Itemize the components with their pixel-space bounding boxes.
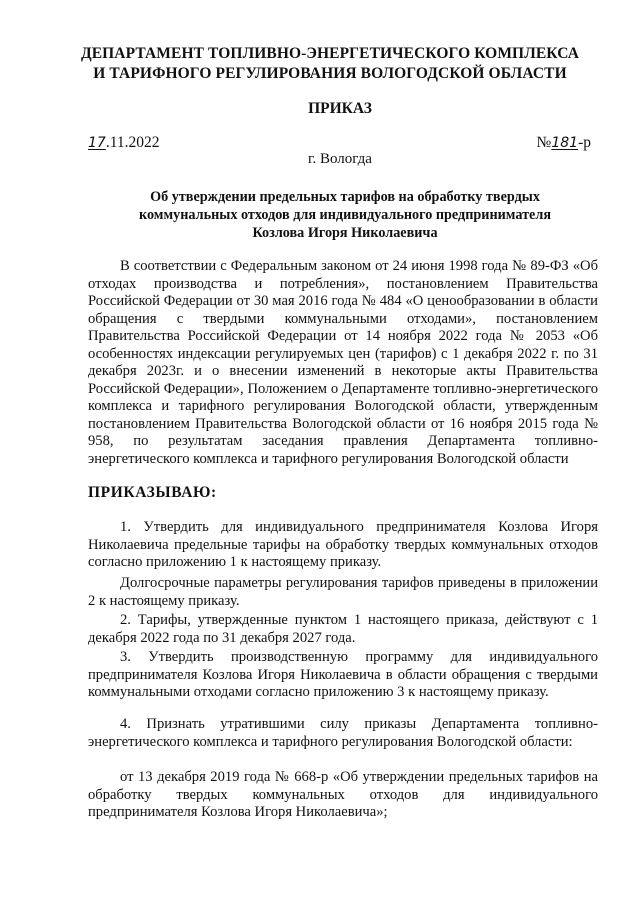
order-number-suffix: -р xyxy=(578,134,591,151)
order-number-prefix: № xyxy=(536,134,552,151)
item-paragraph-1-params: Долгосрочные параметры регулирования тарифов приведены в приложении 2 к настоящему приказу. xyxy=(88,575,598,609)
order-number-value: 181 xyxy=(551,135,579,151)
order-date-day: 17 xyxy=(88,135,106,151)
order-subject-line-1: Об утверждении предельных тарифов на обработку твердых xyxy=(150,189,540,205)
order-date xyxy=(88,134,160,152)
order-city: г. Вологда xyxy=(308,151,372,167)
order-number xyxy=(537,134,591,152)
item-paragraph-1: 1. Утвердить для индивидуального предпринимателя Козлова Игоря Николаевича предельные тарифы на обработку твердых коммунальных отходов согласно приложению 1 к настоящему приказу. xyxy=(88,519,598,570)
item-paragraph-2: 2. Тарифы, утвержденные пунктом 1 настоящего приказа, действуют с 1 декабря 2022 года по 31 декабря 2027 года. xyxy=(88,612,598,646)
order-title: ПРИКАЗ xyxy=(308,100,372,117)
department-header-line-1: ДЕПАРТАМЕНТ ТОПЛИВНО-ЭНЕРГЕТИЧЕСКОГО КОМПЛЕКСА xyxy=(80,45,580,62)
preamble-paragraph: В соответствии с Федеральным законом от 24 июня 1998 года № 89-ФЗ «Об отходах производства и потребления», постановлением Правительства Российской Федерации от 30 мая 2016 года № 484 «О ценообразовании в области обращения с твердыми коммунальными отходами», постановлением Правительства Российской Федерации от 14 ноября 2022 года № 2053 «Об особенностях индексации регулируемых цен (тарифов) с 1 декабря 2022 г. по 31 декабря 2023г. и о внесении изменений в некоторые акты Правительства Российской Федерации», Положением о Департаменте топливно-энергетического комплекса и тарифного регулирования Вологодской области, утвержденным постановлением Правительства Вологодской области от 16 ноября 2015 года № 958, по результатам заседания правления Департамента топливно-энергетического комплекса и тарифного регулирования Вологодской области xyxy=(88,258,598,467)
order-subject-line-3: Козлова Игоря Николаевича xyxy=(252,225,438,241)
department-header xyxy=(60,44,600,84)
department-header-line-2: И ТАРИФНОГО РЕГУЛИРОВАНИЯ ВОЛОГОДСКОЙ ОБЛАСТИ xyxy=(93,65,567,82)
decree-word: ПРИКАЗЫВАЮ: xyxy=(88,484,217,501)
item-paragraph-3: 3. Утвердить производственную программу для индивидуального предпринимателя Козлова Игоря Николаевича в области обращения с твердыми коммунальными отходами согласно приложению 3 к настоящему приказу. xyxy=(88,649,598,700)
item-paragraph-4: 4. Признать утратившими силу приказы Департамента топливно-энергетического комплекса и тарифного регулирования Вологодской области: xyxy=(88,716,598,750)
order-date-rest: .11.2022 xyxy=(105,134,160,151)
item-paragraph-4-order: от 13 декабря 2019 года № 668-р «Об утверждении предельных тарифов на обработку твердых коммунальных отходов для индивидуального предпринимателя Козлова Игоря Николаевича»; xyxy=(88,769,598,820)
order-subject-line-2: коммунальных отходов для индивидуального предпринимателя xyxy=(138,207,551,223)
order-subject xyxy=(90,188,600,242)
